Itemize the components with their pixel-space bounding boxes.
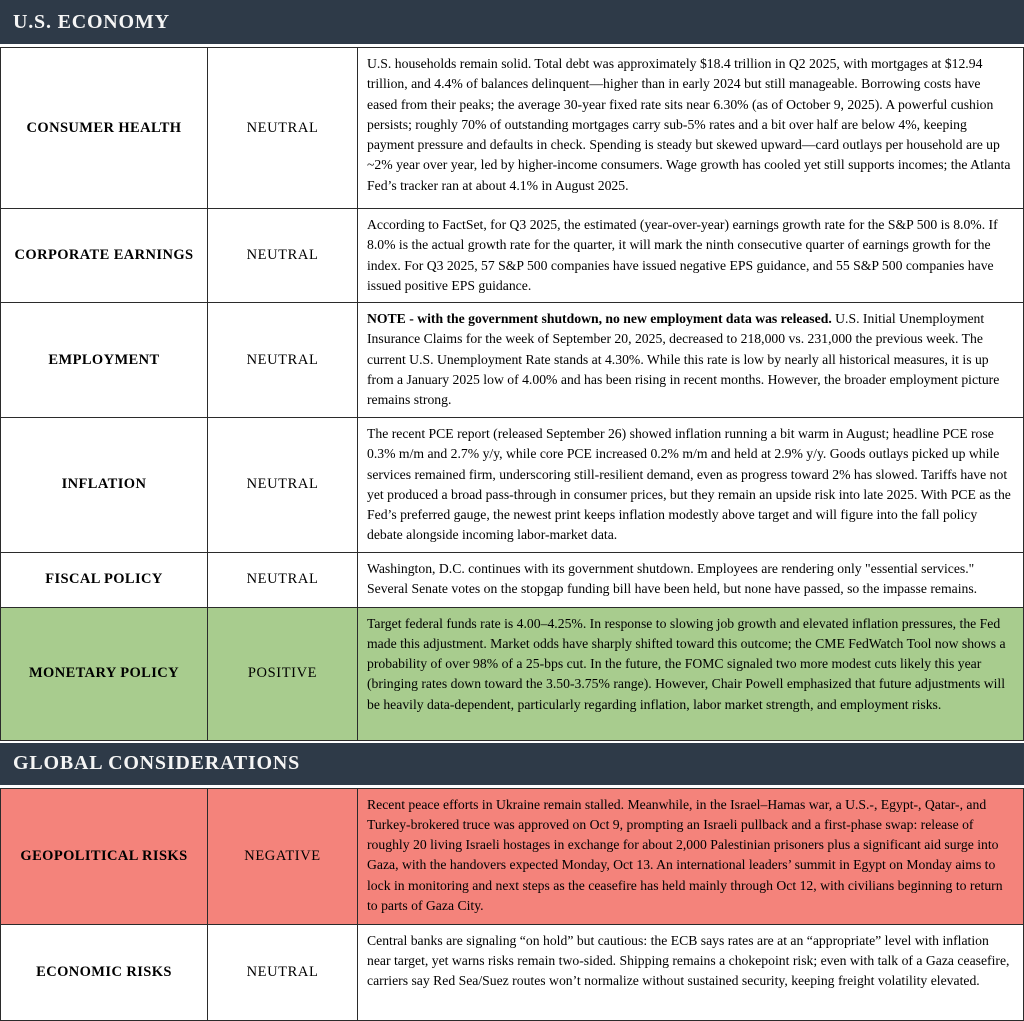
description-body: Recent peace efforts in Ukraine remain stalled. Meanwhile, in the Israel–Hamas war, a U.S.-, Egypt-, Qatar-, and Turkey-brokered truce was approved on Oct 9, prompting an Israeli pullback and a first-phase swap: release of roughly 20 living Israeli hostages in exchange for about 2,000 Palestinian prisoners plus a significant aid surge into Gaza, with the handovers expected Monday, Oct 13. An international leaders’ summit in Egypt on Monday aims to lock in monitoring and next steps as the ceasefire has held mainly through Oct 12, with civilians beginning to return to parts of Gaza City. [367,796,1003,913]
table-row-employment [1,302,1023,417]
status-value: POSITIVE [208,608,358,740]
indicator-label: ECONOMIC RISKS [1,925,208,1020]
description-body: According to FactSet, for Q3 2025, the estimated (year-over-year) earnings growth rate for the S&P 500 is 8.0%. If 8.0% is the actual growth rate for the quarter, it will mark the ninth consecutive quarter of earnings growth for the index. For Q3 2025, 57 S&P 500 companies have issued negative EPS guidance, and 55 S&P 500 companies have issued positive EPS guidance. [367,217,998,293]
indicator-label: INFLATION [1,418,208,552]
indicator-label: FISCAL POLICY [1,553,208,607]
description-body: U.S. Initial Unemployment Insurance Claims for the week of September 20, 2025, decreased to 218,000 vs. 231,000 the previous week. The current U.S. Unemployment Rate stands at 4.30%. While this rate is low by nearly all historical measures, it is up from a January 2025 low of 4.00% and has been rising in recent months. However, the broader employment picture remains strong. [367,311,1000,408]
status-value: NEUTRAL [208,48,358,208]
table-row-inflation [1,417,1023,552]
status-value: NEUTRAL [208,209,358,302]
status-value: NEUTRAL [208,418,358,552]
status-value: NEGATIVE [208,789,358,924]
description-text [358,303,1023,417]
description-body: U.S. households remain solid. Total debt was approximately $18.4 trillion in Q2 2025, with mortgages at $12.94 trillion, and 4.4% of balances delinquent—higher than in early 2024 but still manageable. Borrowing costs have eased from their peaks; the average 30-year fixed rate sits near 6.30% (as of October 9, 2025). A powerful cushion persists; roughly 70% of outstanding mortgages carry sub-5% rates and a bit over half are below 4%, keeping payment pressure and defaults in check. Spending is steady but skewed upward—card outlays per household are up ~2% year over year, led by higher-income consumers. Wage growth has cooled yet still supports incomes; the Atlanta Fed’s tracker ran at about 4.1% in August 2025. [367,56,1011,193]
description-text [358,418,1023,552]
section-title: GLOBAL CONSIDERATIONS [13,752,301,775]
description-text [358,553,1023,607]
table-row-economic-risks [1,924,1023,1020]
us-economy-section-header [0,0,1024,44]
description-text [358,608,1023,740]
indicator-label: EMPLOYMENT [1,303,208,417]
status-value: NEUTRAL [208,553,358,607]
description-text [358,925,1023,1020]
status-value: NEUTRAL [208,303,358,417]
description-body: Central banks are signaling “on hold” but cautious: the ECB says rates are at an “appropriate” level with inflation near target, yet warns risks remain two-sided. Shipping remains a chokepoint risk; even with talk of a Gaza ceasefire, carriers say Red Sea/Suez routes won’t normalize without sustained security, keeping freight volatility elevated. [367,932,1010,989]
table-row-consumer-health [1,48,1023,208]
description-text [358,209,1023,302]
description-body: Target federal funds rate is 4.00–4.25%. In response to slowing job growth and elevated inflation pressures, the Fed made this adjustment. Market odds have sharply shifted toward this outcome; the CME FedWatch Tool now shows a probability of over 98% of a 25-bps cut. In the future, the FOMC signaled two more modest cuts likely this year (bringing rates down toward the 3.50-3.75% range). However, Chair Powell emphasized that future adjustments will be heavily data-dependent, particularly regarding inflation, labor market strength, and employment risks. [367,615,1006,712]
us-economy-table [0,47,1024,741]
description-text [358,48,1023,208]
table-row-geopolitical-risks [1,789,1023,924]
global-considerations-section-header [0,743,1024,785]
indicator-label: CORPORATE EARNINGS [1,209,208,302]
table-row-monetary-policy [1,607,1023,740]
status-value: NEUTRAL [208,925,358,1020]
global-considerations-table [0,788,1024,1021]
description-body: Washington, D.C. continues with its government shutdown. Employees are rendering only "essential services." Several Senate votes on the stopgap funding bill have been held, but none have passed, so the impasse remains. [367,560,978,596]
description-text [358,789,1023,924]
table-row-corporate-earnings [1,208,1023,302]
indicator-label: MONETARY POLICY [1,608,208,740]
table-row-fiscal-policy [1,552,1023,607]
indicator-label: GEOPOLITICAL RISKS [1,789,208,924]
indicator-label: CONSUMER HEALTH [1,48,208,208]
section-title: U.S. ECONOMY [13,10,170,33]
description-bold-note: NOTE - with the government shutdown, no new employment data was released. [367,311,832,327]
description-body: The recent PCE report (released September 26) showed inflation running a bit warm in August; headline PCE rose 0.3% m/m and 2.7% y/y, while core PCE increased 0.2% m/m and held at 2.9% y/y. Goods outlays picked up while services remained firm, underscoring still-resilient demand, even as progress toward 2% has slowed. Tariffs have not yet produced a broad pass-through in consumer prices, but they remain an upside risk into late 2025. With PCE as the Fed’s preferred gauge, the newest print keeps inflation modestly above target and will figure into the fall policy debate alongside incoming labor-market data. [367,426,1011,543]
